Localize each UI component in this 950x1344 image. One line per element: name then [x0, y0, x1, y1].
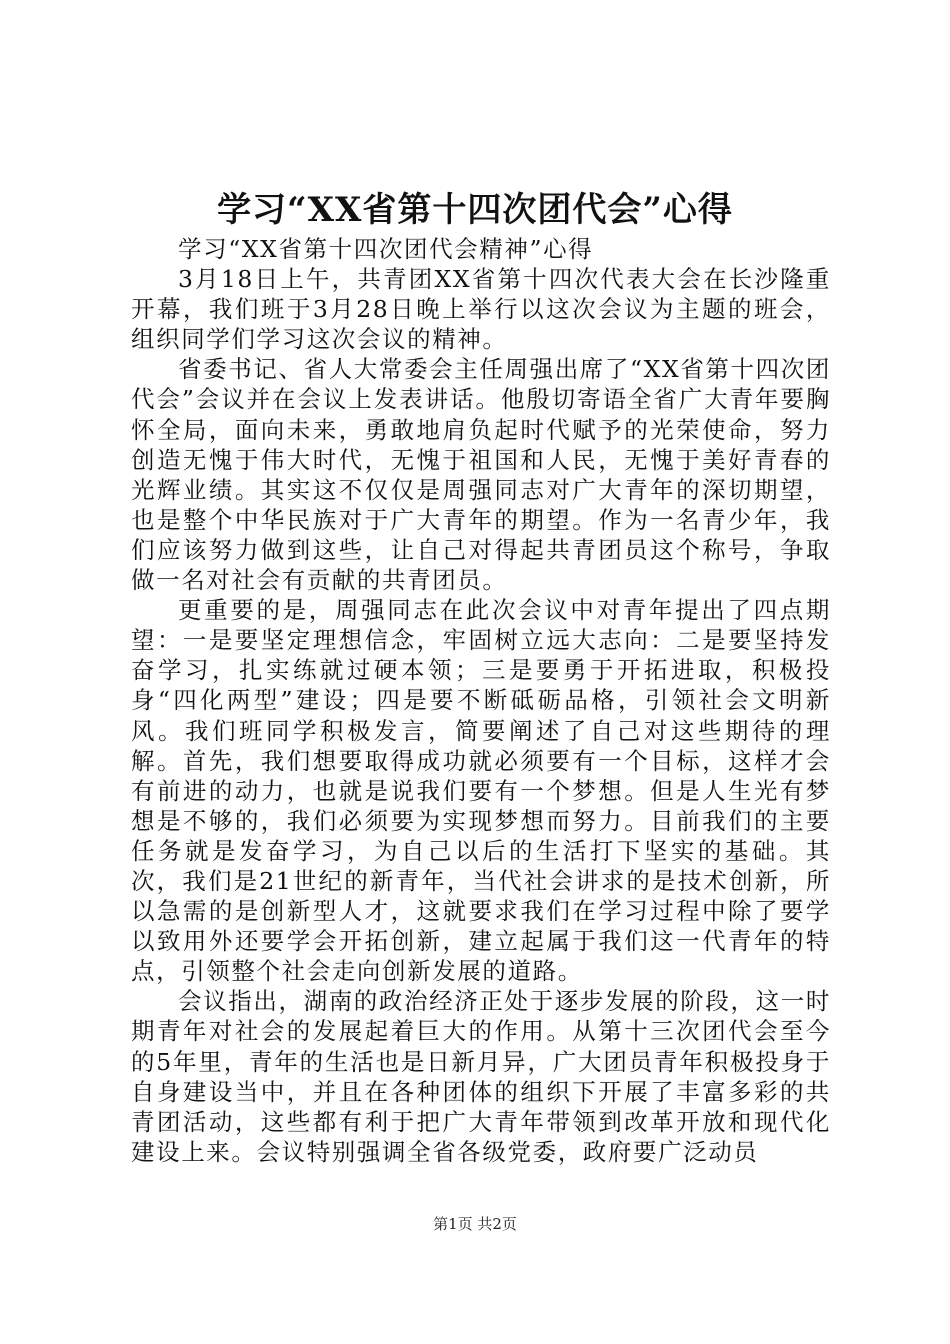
paragraph-intro: 3月18日上午，共青团XX省第十四次代表大会在长沙隆重开幕，我们班于3月28日晚上举行以这次会议为主题的班会，组织同学们学习这次会议的精神。 — [131, 265, 831, 354]
page-number-footer: 第1页 共2页 — [433, 1215, 517, 1233]
paragraph-speech: 省委书记、省人大常委会主任周强出席了“XX省第十四次团代会”会议并在会议上发表讲话。他殷切寄语全省广大青年要胸怀全局，面向未来，勇敢地肩负起时代赋予的光荣使命，努力创造无愧于伟大时代，无愧于祖国和人民，无愧于美好青春的光辉业绩。其实这不仅仅是周强同志对广大青年的深切期望，也是整个中华民族对于广大青年的期望。作为一名青少年，我们应该努力做到这些，让自己对得起共青团员这个称号，争取做一名对社会有贡献的共青团员。 — [131, 355, 831, 595]
document-subtitle: 学习“XX省第十四次团代会精神”心得 — [178, 235, 594, 263]
document-body — [131, 234, 831, 1167]
document-title: 学习“XX省第十四次团代会”心得 — [217, 190, 733, 230]
paragraph-meeting-points: 会议指出，湖南的政治经济正处于逐步发展的阶段，这一时期青年对社会的发展起着巨大的作用。从第十三次团代会至今的5年里，青年的生活也是日新月异，广大团员青年积极投身于自身建设当中，并且在各种团体的组织下开展了丰富多彩的共青团活动，这些都有利于把广大青年带领到改革开放和现代化建设上来。会议特别强调全省各级党委，政府要广泛动员 — [131, 987, 831, 1166]
paragraph-expectations: 更重要的是，周强同志在此次会议中对青年提出了四点期望：一是要坚定理想信念，牢固树立远大志向：二是要坚持发奋学习，扎实练就过硬本领；三是要勇于开拓进取，积极投身“四化两型”建设；四是要不断砥砺品格，引领社会文明新风。我们班同学积极发言，简要阐述了自己对这些期待的理解。首先，我们想要取得成功就必须要有一个目标，这样才会有前进的动力，也就是说我们要有一个梦想。但是人生光有梦想是不够的，我们必须要为实现梦想而努力。目前我们的主要任务就是发奋学习，为自己以后的生活打下坚实的基础。其次，我们是21世纪的新青年，当代社会讲求的是技术创新，所以急需的是创新型人才，这就要求我们在学习过程中除了要学以致用外还要学会开拓创新，建立起属于我们这一代青年的特点，引领整个社会走向创新发展的道路。 — [131, 596, 831, 986]
